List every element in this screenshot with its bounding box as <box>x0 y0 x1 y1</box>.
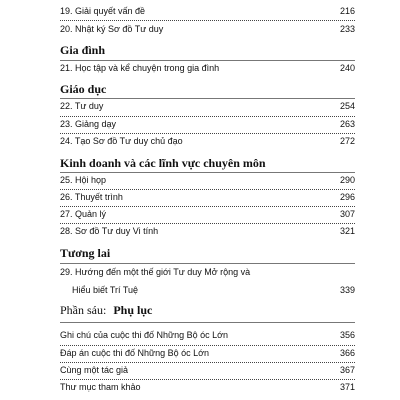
divider <box>60 322 355 323</box>
toc-entry-page: 272 <box>339 136 355 146</box>
toc-entry[interactable] <box>60 60 355 77</box>
toc-entry-page: 263 <box>339 119 355 129</box>
toc-entry[interactable] <box>60 263 355 299</box>
toc-entry-page: 290 <box>339 175 355 185</box>
toc-entry-label: 26. Thuyết trình <box>60 192 123 202</box>
toc-entry-page: 216 <box>339 6 355 16</box>
toc-entry[interactable] <box>60 98 355 115</box>
toc-entry-page: 240 <box>339 63 355 73</box>
toc-entry[interactable] <box>60 206 355 223</box>
section-heading-education: Giáo dục <box>60 82 107 96</box>
part-prefix: Phần sáu: <box>60 303 107 317</box>
toc-entry-label: 24. Tạo Sơ đồ Tư duy chủ đạo <box>60 136 183 146</box>
section-heading-business: Kinh doanh và các lĩnh vực chuyên môn <box>60 156 266 170</box>
toc-entry-label: 25. Hội họp <box>60 175 107 185</box>
toc-entry[interactable] <box>60 3 355 20</box>
toc-entry-label: 19. Giải quyết vấn đề <box>60 6 146 16</box>
toc-entry-label: Thư mục tham khảo <box>60 382 141 392</box>
toc-entry-page: 254 <box>339 101 355 111</box>
toc-entry-label-continued: Hiểu biết Trí Tuệ <box>72 285 139 295</box>
toc-entry-page: 296 <box>339 192 355 202</box>
toc-entry[interactable] <box>60 345 355 362</box>
toc-entry[interactable] <box>60 133 355 150</box>
toc-entry[interactable] <box>60 189 355 206</box>
toc-entry-label: 28. Sơ đồ Tư duy Vi tính <box>60 226 159 236</box>
toc-entry[interactable] <box>60 172 355 189</box>
toc-entry-label: 27. Quản lý <box>60 209 107 219</box>
toc-entry-label: 22. Tư duy <box>60 101 104 111</box>
section-heading-family: Gia đình <box>60 43 106 57</box>
toc-entry[interactable] <box>60 379 355 396</box>
section-heading-future: Tương lai <box>60 246 111 260</box>
toc-entry-page: 233 <box>339 24 355 34</box>
part-heading <box>60 303 152 318</box>
toc-entry-page: 367 <box>339 365 355 375</box>
toc-entry-label: 23. Giảng dạy <box>60 119 117 129</box>
toc-entry-page: 321 <box>339 226 355 236</box>
toc-entry-label: 20. Nhật ký Sơ đồ Tư duy <box>60 24 164 34</box>
toc-entry-page: 307 <box>339 209 355 219</box>
toc-entry-page: 366 <box>339 348 355 358</box>
toc-entry-label: Đáp án cuộc thi đố Những Bộ óc Lớn <box>60 348 210 358</box>
toc-entry-label: 21. Học tập và kể chuyện trong gia đình <box>60 63 220 73</box>
toc-entry-label: 29. Hướng đến một thế giới Tư duy Mở rộng và <box>60 267 251 277</box>
toc-entry[interactable] <box>60 21 355 38</box>
toc-entry-page: 356 <box>339 330 355 340</box>
toc-entry[interactable] <box>60 362 355 379</box>
toc-entry-page: 339 <box>339 285 355 295</box>
toc-entry-page: 371 <box>339 382 355 392</box>
toc-entry[interactable] <box>60 223 355 240</box>
part-title: Phụ lục <box>113 303 153 317</box>
toc-entry[interactable] <box>60 327 355 344</box>
toc-entry-label: Ghi chú của cuộc thi đố Những Bộ óc Lớn <box>60 330 229 340</box>
toc-entry-label: Cùng một tác giả <box>60 365 129 375</box>
toc-entry[interactable] <box>60 116 355 133</box>
